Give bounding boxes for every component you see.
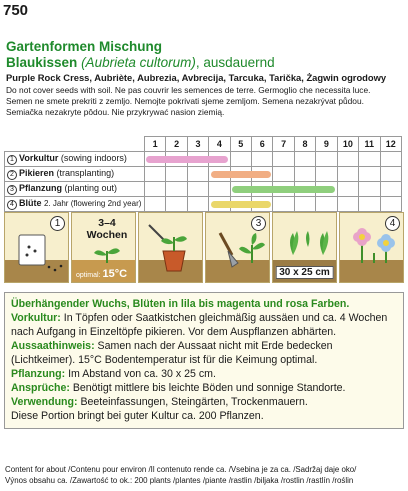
potted-seedling-icon <box>139 213 203 282</box>
product-title: Gartenformen Mischung <box>6 39 163 54</box>
calendar-row-bluete <box>5 197 402 212</box>
pictogram-germination <box>71 212 136 283</box>
row-label: Pflanzung <box>19 183 62 193</box>
month-label: 6 <box>252 137 273 152</box>
common-names-list: Purple Rock Cress, Aubriète, Aubrezia, Avbrecija, Tarcuka, Tarička, Żagwin ogrodowy <box>6 72 387 83</box>
row-label: Blüte <box>19 198 42 208</box>
step-number-badge: 4 <box>385 216 400 231</box>
info-value: Benötigt mittlere bis leichte Böden und sonnige Standorte. <box>69 382 346 394</box>
subtitle-suffix: , ausdauernd <box>195 55 275 70</box>
info-key: Pflanzung: <box>11 368 66 380</box>
calendar-row-pikieren <box>5 167 402 182</box>
month-label: 2 <box>166 137 187 152</box>
sowing-note-line: Do not cover seeds with soil. Ne pas couvrir les semences de terre. Germoglio che necessita luce. <box>6 85 371 95</box>
info-key: Verwendung: <box>11 396 78 408</box>
info-value: In Töpfen oder Saatkistchen gleichmäßig aussäen und ca. 4 Wochen nach Aufgang in Einzeltöpfe pikieren. Vor dem Auspflanzen abhärten. <box>11 312 388 338</box>
common-name: Blaukissen <box>6 55 78 70</box>
pictogram-sowing <box>4 212 69 283</box>
row-label: Vorkultur <box>19 153 59 163</box>
month-label: 7 <box>273 137 294 152</box>
pictogram-strip <box>4 212 404 283</box>
month-label: 1 <box>144 137 165 152</box>
row-label: Pikieren <box>19 168 55 178</box>
sowing-note-line: Semiačka nezakryte pôdou. Nie przykrywać nasion ziemią. <box>6 107 225 117</box>
plant-spacing: 30 x 25 cm <box>275 266 334 279</box>
pictogram-flowering <box>339 212 404 283</box>
calendar-month-header <box>5 137 402 152</box>
info-aussaathinweis <box>11 339 397 367</box>
month-label: 9 <box>316 137 337 152</box>
info-portion: Diese Portion bringt bei guter Kultur ca. 200 Pflanzen. <box>11 410 264 422</box>
pictogram-spacing <box>272 212 337 283</box>
month-label: 5 <box>230 137 251 152</box>
info-pflanzung <box>11 367 397 381</box>
footer-line: Content for about /Contenu pour environ /Il contenuto rende ca. /Vsebina je za ca. /Sadržaj daje oko/ <box>5 465 357 474</box>
product-subtitle <box>6 55 275 70</box>
month-label: 11 <box>359 137 380 152</box>
pictogram-planting-out <box>205 212 270 283</box>
growing-info-box <box>4 292 404 429</box>
row-hint: (transplanting) <box>56 168 115 178</box>
latin-name: (Aubrieta cultorum) <box>81 55 196 70</box>
info-value: Samen nach der Aussaat nicht mit Erde bedecken (Lichtkeimer). 15°C Bodentemperatur ist für die Keimung optimal. <box>11 340 333 366</box>
info-key: Aussaathinweis: <box>11 340 95 352</box>
info-vorkultur <box>11 311 397 339</box>
step-number-badge: 1 <box>50 216 65 231</box>
optimal-temperature <box>76 268 127 280</box>
sowing-note-line: Semen ne smete prekriti z zemljo. Nemojte pokrivati sjeme zemljom. Semena nezakrývat půdou. <box>6 96 364 106</box>
step-number-badge: 3 <box>7 185 17 195</box>
row-hint: (planting out) <box>64 183 118 193</box>
calendar-row-pflanzung <box>5 182 402 197</box>
temperature-value: 15°C <box>102 268 128 280</box>
row-hint: 2. Jahr (flowering 2nd year) <box>44 199 142 208</box>
month-label: 4 <box>209 137 230 152</box>
month-label: 12 <box>380 137 402 152</box>
month-label: 3 <box>187 137 208 152</box>
sowing-calendar <box>4 136 402 212</box>
info-value: Im Abstand von ca. 30 x 25 cm. <box>65 368 216 380</box>
step-number-badge: 3 <box>251 216 266 231</box>
calendar-row-vorkultur <box>5 152 402 167</box>
content-footer <box>5 464 356 486</box>
growth-headline: Überhängender Wuchs, Blüten in lila bis magenta und rosa Farben. <box>11 298 350 310</box>
step-number-badge: 4 <box>7 200 17 210</box>
footer-line: Výnos obsahu ca. /Zawartość to ok.: 200 plants /plantes /piante /rastlin /biljaka /rostlin /rastlín /roślin <box>5 476 354 485</box>
month-label: 10 <box>337 137 358 152</box>
product-code: 750 <box>3 2 29 19</box>
step-number-badge: 2 <box>7 170 17 180</box>
info-verwendung <box>11 395 397 409</box>
optimal-label: optimal: <box>76 272 101 279</box>
info-key: Ansprüche: <box>11 382 70 394</box>
pictogram-transplanting <box>138 212 203 283</box>
info-value: Beeteinfassungen, Steingärten, Trockenmauern. <box>77 396 308 408</box>
month-label: 8 <box>294 137 315 152</box>
info-ansprueche <box>11 381 397 395</box>
row-hint: (sowing indoors) <box>60 153 127 163</box>
info-key: Vorkultur: <box>11 312 61 324</box>
step-number-badge: 1 <box>7 155 17 165</box>
germination-weeks: 3–4 Wochen <box>86 217 128 241</box>
